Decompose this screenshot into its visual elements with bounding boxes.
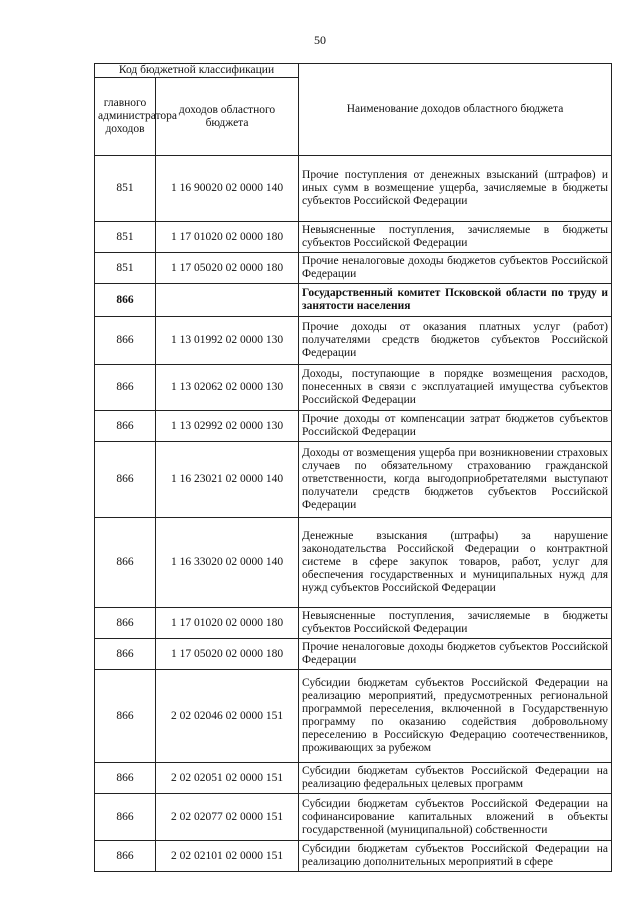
- table-row: [95, 156, 612, 222]
- income-code-cell: 1 17 05020 02 0000 180: [156, 253, 299, 284]
- income-code-cell: 1 17 01020 02 0000 180: [156, 608, 299, 639]
- income-name-cell: Субсидии бюджетам субъектов Российской Федерации на реализацию федеральных целевых программ: [299, 763, 612, 794]
- header-chief-administrator: главного администратора доходов: [95, 78, 156, 156]
- income-code-cell: 1 13 01992 02 0000 130: [156, 317, 299, 365]
- budget-classification-table: [94, 63, 612, 872]
- income-name-cell: Прочие неналоговые доходы бюджетов субъектов Российской Федерации: [299, 253, 612, 284]
- income-code-cell: 1 17 05020 02 0000 180: [156, 639, 299, 670]
- income-code-cell: 1 17 01020 02 0000 180: [156, 222, 299, 253]
- admin-code-cell: 866: [95, 411, 156, 442]
- income-name-cell: Прочие неналоговые доходы бюджетов субъектов Российской Федерации: [299, 639, 612, 670]
- income-name-cell: Субсидии бюджетам субъектов Российской Федерации на реализацию мероприятий, предусмотренных региональной программой переселения, включенной в Государственную программу по оказанию содействия добровольному переселению в Российскую Федерацию соотечественников, проживающих за рубежом: [299, 670, 612, 763]
- table-row: [95, 222, 612, 253]
- income-code-cell: 2 02 02051 02 0000 151: [156, 763, 299, 794]
- admin-code-cell: 866: [95, 317, 156, 365]
- table-row: [95, 253, 612, 284]
- admin-code-cell: 851: [95, 222, 156, 253]
- admin-code-cell: 866: [95, 794, 156, 841]
- table-row: [95, 365, 612, 411]
- income-name-cell: Невыясненные поступления, зачисляемые в бюджеты субъектов Российской Федерации: [299, 608, 612, 639]
- table-row: [95, 670, 612, 763]
- income-code-cell: 1 16 90020 02 0000 140: [156, 156, 299, 222]
- header-income-name: Наименование доходов областного бюджета: [299, 64, 612, 156]
- table-row: [95, 411, 612, 442]
- admin-code-cell: 866: [95, 518, 156, 608]
- income-code-cell: 1 16 33020 02 0000 140: [156, 518, 299, 608]
- income-code-cell: 2 02 02101 02 0000 151: [156, 841, 299, 872]
- table-row: [95, 794, 612, 841]
- income-name-cell: Доходы, поступающие в порядке возмещения расходов, понесенных в связи с эксплуатацией имущества субъектов Российской Федерации: [299, 365, 612, 411]
- table-row: [95, 317, 612, 365]
- table-row: [95, 284, 612, 317]
- admin-code-cell: 866: [95, 365, 156, 411]
- page-number: 50: [314, 33, 326, 47]
- admin-code-cell: 851: [95, 156, 156, 222]
- income-name-cell: Субсидии бюджетам субъектов Российской Федерации на софинансирование капитальных вложений в объекты государственной (муниципальной) собственности: [299, 794, 612, 841]
- income-code-cell: 1 13 02992 02 0000 130: [156, 411, 299, 442]
- table-row: [95, 518, 612, 608]
- table-row: [95, 639, 612, 670]
- income-name-cell: Денежные взыскания (штрафы) за нарушение законодательства Российской Федерации о контрактной системе в сфере закупок товаров, работ, услуг для обеспечения государственных и муниципальных нужд для нужд субъектов Российской Федерации: [299, 518, 612, 608]
- income-code-cell: [156, 284, 299, 317]
- income-name-cell: Государственный комитет Псковской области по труду и занятости населения: [299, 284, 612, 317]
- income-code-cell: 2 02 02046 02 0000 151: [156, 670, 299, 763]
- header-regional-income-code: доходов областного бюджета: [156, 78, 299, 156]
- table-row: [95, 608, 612, 639]
- header-group-budget-classification: Код бюджетной классификации: [95, 64, 299, 78]
- table-row: [95, 442, 612, 518]
- admin-code-cell: 866: [95, 670, 156, 763]
- admin-code-cell: 866: [95, 763, 156, 794]
- income-name-cell: Прочие поступления от денежных взысканий (штрафов) и иных сумм в возмещение ущерба, зачисляемые в бюджеты субъектов Российской Федерации: [299, 156, 612, 222]
- income-name-cell: Прочие доходы от компенсации затрат бюджетов субъектов Российской Федерации: [299, 411, 612, 442]
- admin-code-cell: 866: [95, 608, 156, 639]
- admin-code-cell: 866: [95, 639, 156, 670]
- admin-code-cell: 866: [95, 284, 156, 317]
- income-name-cell: Прочие доходы от оказания платных услуг (работ) получателями средств бюджетов субъектов Российской Федерации: [299, 317, 612, 365]
- income-code-cell: 2 02 02077 02 0000 151: [156, 794, 299, 841]
- admin-code-cell: 866: [95, 841, 156, 872]
- table-row: [95, 763, 612, 794]
- table-body: [95, 156, 612, 872]
- admin-code-cell: 851: [95, 253, 156, 284]
- income-name-cell: Субсидии бюджетам субъектов Российской Федерации на реализацию дополнительных мероприятий в сфере: [299, 841, 612, 872]
- income-code-cell: 1 16 23021 02 0000 140: [156, 442, 299, 518]
- income-name-cell: Доходы от возмещения ущерба при возникновении страховых случаев по обязательному страхованию гражданской ответственности, когда выгодоприобретателями выступают получатели средств бюджетов субъектов Российской Федерации: [299, 442, 612, 518]
- income-name-cell: Невыясненные поступления, зачисляемые в бюджеты субъектов Российской Федерации: [299, 222, 612, 253]
- income-code-cell: 1 13 02062 02 0000 130: [156, 365, 299, 411]
- admin-code-cell: 866: [95, 442, 156, 518]
- table-row: [95, 841, 612, 872]
